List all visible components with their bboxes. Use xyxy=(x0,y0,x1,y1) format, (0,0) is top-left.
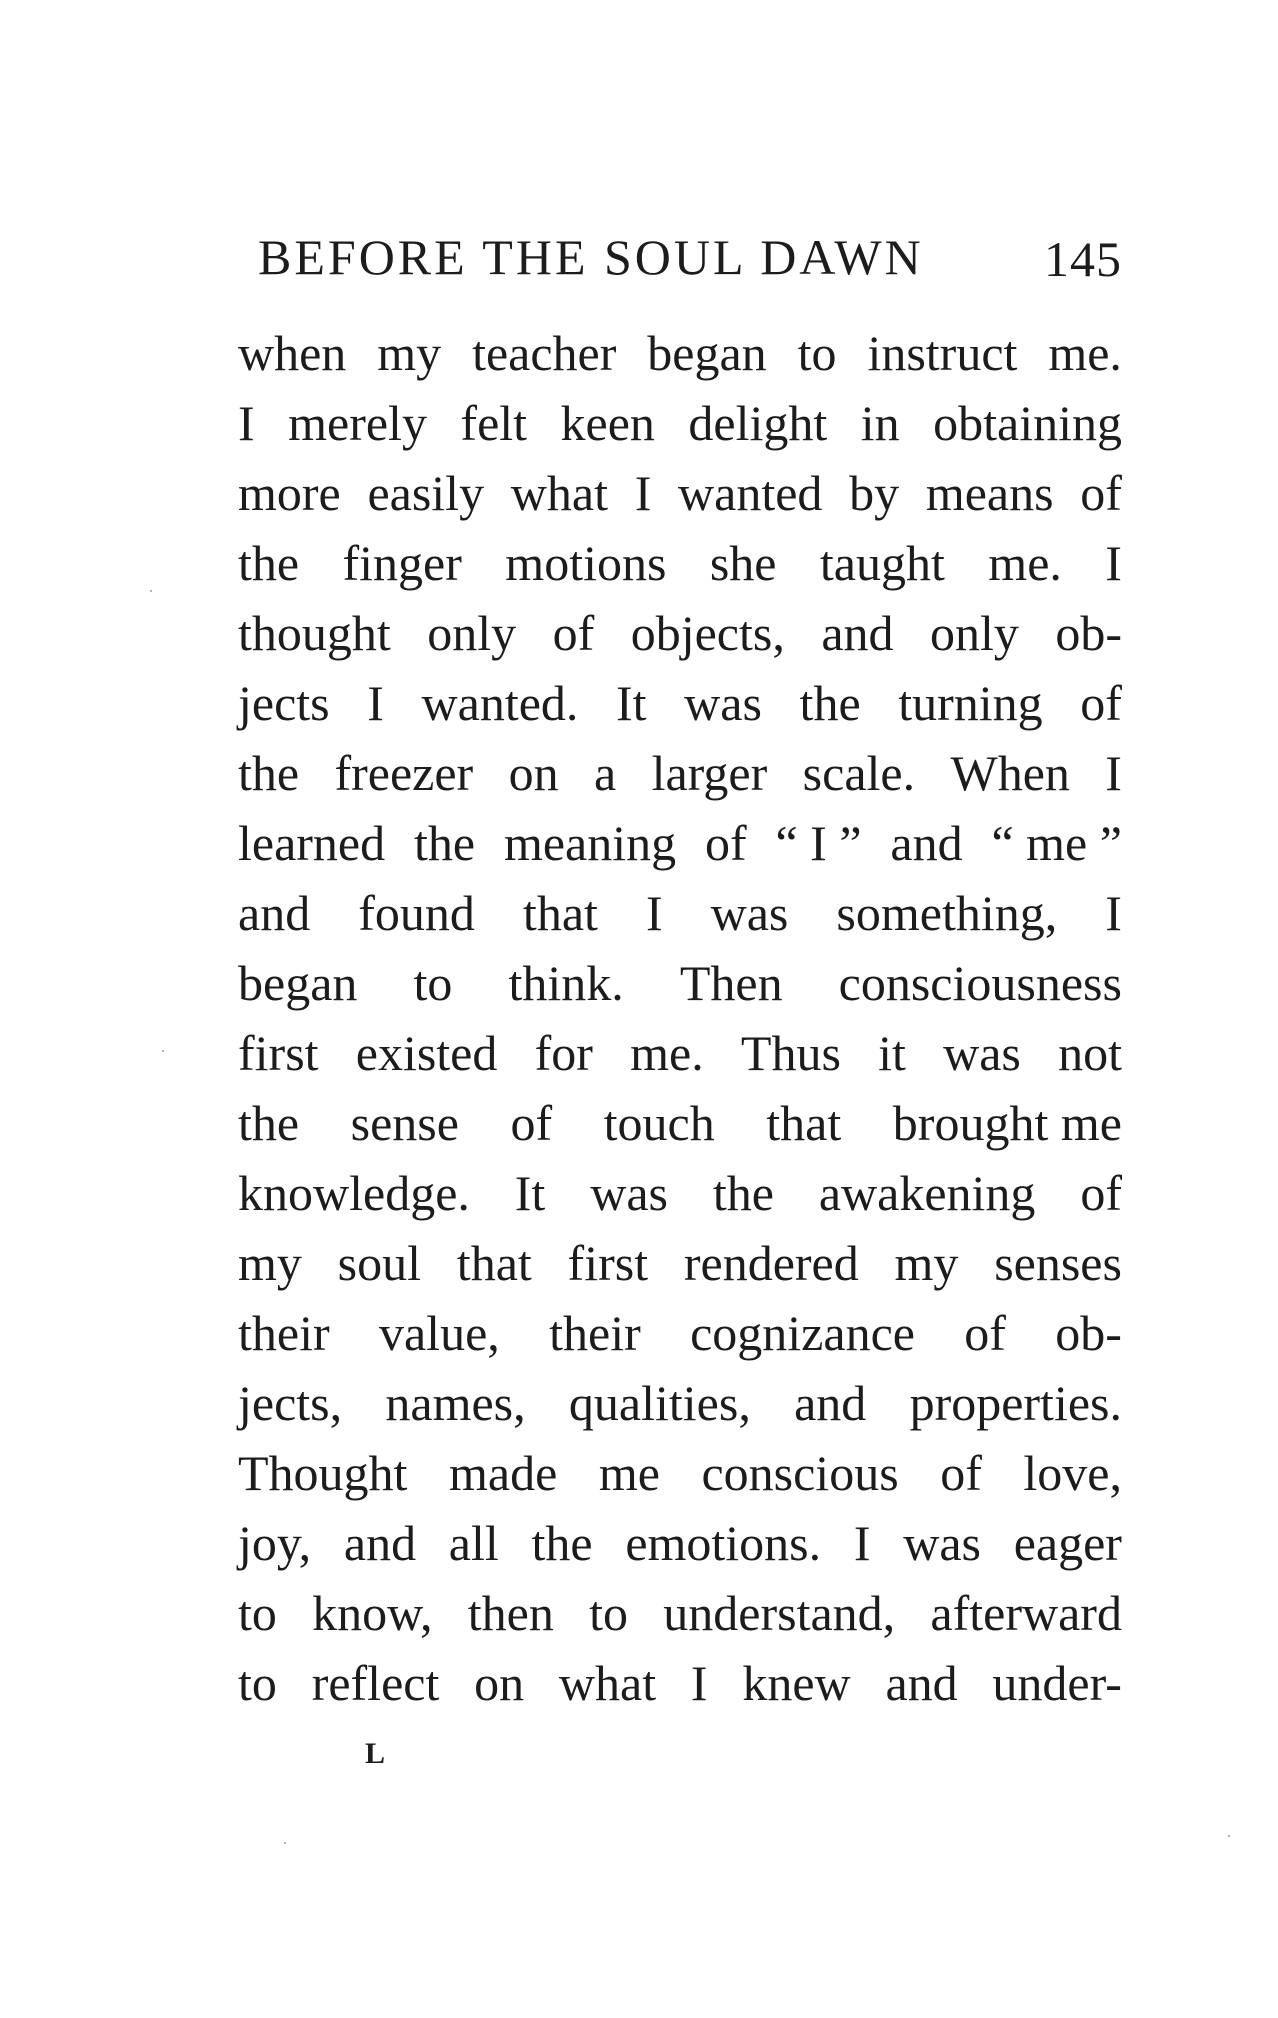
word: knowledge. xyxy=(238,1165,470,1221)
word: was xyxy=(590,1165,668,1221)
word: teacher xyxy=(472,325,617,381)
word: I xyxy=(690,1655,708,1711)
text-line xyxy=(238,1298,1122,1368)
word: conscious xyxy=(701,1445,899,1501)
word: began xyxy=(238,955,358,1011)
word: on xyxy=(474,1655,525,1711)
text-line xyxy=(238,808,1122,878)
word: and xyxy=(890,815,963,871)
word: I xyxy=(1105,535,1122,591)
word: made xyxy=(448,1445,558,1501)
paper-speck xyxy=(150,590,152,592)
word: senses xyxy=(994,1235,1122,1291)
word: their xyxy=(549,1305,641,1361)
word: only xyxy=(427,605,517,661)
word: I xyxy=(645,885,663,941)
word: of xyxy=(964,1305,1006,1361)
word: It xyxy=(616,675,647,731)
word: what xyxy=(510,465,608,521)
word: began xyxy=(647,325,767,381)
word: scale. xyxy=(802,745,916,801)
word: qualities, xyxy=(568,1375,751,1431)
word: value, xyxy=(378,1305,500,1361)
word: jects xyxy=(238,675,330,731)
word: cognizance xyxy=(690,1305,915,1361)
word: to xyxy=(589,1585,629,1641)
text-line xyxy=(238,528,1122,598)
word: of xyxy=(552,605,595,661)
word: felt xyxy=(460,395,528,451)
word: “ me ” xyxy=(991,815,1122,871)
word: it xyxy=(878,1025,906,1081)
word: me. xyxy=(1048,325,1122,381)
word: then xyxy=(467,1585,554,1641)
word: thought xyxy=(238,605,391,661)
word: my xyxy=(377,325,442,381)
word: consciousness xyxy=(838,955,1122,1011)
text-line xyxy=(238,878,1122,948)
word: wanted. xyxy=(421,675,579,731)
body-text xyxy=(238,318,1122,1718)
word: something, xyxy=(836,885,1058,941)
word: my xyxy=(238,1235,302,1291)
word: for xyxy=(534,1025,593,1081)
word: to xyxy=(797,325,837,381)
word: of xyxy=(1080,675,1122,731)
word: When xyxy=(950,745,1070,801)
word: awakening xyxy=(818,1165,1036,1221)
word: what xyxy=(558,1655,657,1711)
text-line xyxy=(238,1648,1122,1718)
text-line xyxy=(238,1158,1122,1228)
word: know, xyxy=(312,1585,433,1641)
word: understand, xyxy=(663,1585,896,1641)
word: of xyxy=(940,1445,982,1501)
text-line xyxy=(238,1088,1122,1158)
word: turning xyxy=(898,675,1043,731)
word: I xyxy=(853,1515,871,1571)
word: It xyxy=(514,1165,546,1221)
word: properties. xyxy=(909,1375,1122,1431)
word: finger xyxy=(342,535,462,591)
word: I xyxy=(1105,885,1122,941)
word: learned xyxy=(238,815,386,871)
word: me. xyxy=(988,535,1062,591)
word: the xyxy=(712,1165,774,1221)
word: under- xyxy=(992,1655,1122,1711)
word: I xyxy=(1105,745,1122,801)
word: larger xyxy=(651,745,768,801)
word: brought me xyxy=(892,1095,1122,1151)
word: the xyxy=(238,745,300,801)
word: to xyxy=(413,955,453,1011)
paper-speck xyxy=(284,1842,286,1844)
word: to xyxy=(238,1585,277,1641)
word: Thus xyxy=(740,1025,841,1081)
word: meaning xyxy=(503,815,677,871)
word: emotions. xyxy=(625,1515,822,1571)
word: and xyxy=(885,1655,958,1711)
word: more xyxy=(238,465,341,521)
word: Thought xyxy=(238,1445,408,1501)
word: a xyxy=(594,745,617,801)
word: first xyxy=(238,1025,319,1081)
text-line xyxy=(238,318,1122,388)
word: “ I ” xyxy=(775,815,862,871)
word: wanted xyxy=(678,465,823,521)
word: existed xyxy=(355,1025,498,1081)
running-title: BEFORE THE SOUL DAWN xyxy=(258,229,924,285)
word: merely xyxy=(288,395,427,451)
word: all xyxy=(448,1515,499,1571)
word: she xyxy=(709,535,777,591)
word: taught xyxy=(819,535,945,591)
word: by xyxy=(849,465,900,521)
word: me. xyxy=(630,1025,704,1081)
word: I xyxy=(367,675,384,731)
word: obtaining xyxy=(933,395,1122,451)
signature-mark: L xyxy=(365,1737,387,1770)
word: rendered xyxy=(683,1235,859,1291)
word: touch xyxy=(603,1095,715,1151)
word: that xyxy=(522,885,598,941)
word: joy, xyxy=(238,1515,312,1571)
word: think. xyxy=(508,955,624,1011)
word: knew xyxy=(742,1655,851,1711)
word: means xyxy=(925,465,1054,521)
word: when xyxy=(238,325,347,381)
word: and xyxy=(343,1515,417,1571)
word: in xyxy=(860,395,900,451)
word: not xyxy=(1058,1025,1122,1081)
text-line xyxy=(238,668,1122,738)
word: of xyxy=(1080,465,1122,521)
text-line xyxy=(238,388,1122,458)
text-line xyxy=(238,1438,1122,1508)
word: and xyxy=(794,1375,867,1431)
word: of xyxy=(704,815,747,871)
word: sense xyxy=(350,1095,459,1151)
word: objects, xyxy=(630,605,785,661)
text-line xyxy=(238,1018,1122,1088)
word: found xyxy=(358,885,475,941)
word: the xyxy=(799,675,861,731)
word: that xyxy=(766,1095,842,1151)
word: me xyxy=(598,1445,660,1501)
word: the xyxy=(531,1515,593,1571)
word: delight xyxy=(688,395,828,451)
word: was xyxy=(903,1515,981,1571)
word: reflect xyxy=(311,1655,440,1711)
word: was xyxy=(684,675,762,731)
running-head xyxy=(258,228,1122,298)
word: and xyxy=(821,605,894,661)
word: instruct xyxy=(867,325,1018,381)
paper-speck xyxy=(1228,1835,1230,1837)
word: of xyxy=(510,1095,553,1151)
text-line xyxy=(238,1578,1122,1648)
word: on xyxy=(508,745,559,801)
word: the xyxy=(238,1095,300,1151)
word: jects, xyxy=(238,1375,343,1431)
word: I xyxy=(238,395,255,451)
word: the xyxy=(238,535,300,591)
word: easily xyxy=(367,465,485,521)
word: keen xyxy=(560,395,655,451)
word: ob- xyxy=(1055,605,1122,661)
word: I xyxy=(634,465,652,521)
text-line xyxy=(238,598,1122,668)
word: love, xyxy=(1023,1445,1122,1501)
word: ob- xyxy=(1055,1305,1122,1361)
word: Then xyxy=(679,955,783,1011)
text-line xyxy=(238,1508,1122,1578)
word: and xyxy=(238,885,311,941)
word: was xyxy=(943,1025,1021,1081)
text-line xyxy=(238,1368,1122,1438)
word: motions xyxy=(505,535,667,591)
word: eager xyxy=(1013,1515,1122,1571)
word: the xyxy=(413,815,476,871)
text-line xyxy=(238,458,1122,528)
word: was xyxy=(710,885,789,941)
page-number: 145 xyxy=(1044,231,1122,287)
word: their xyxy=(238,1305,330,1361)
word: names, xyxy=(385,1375,526,1431)
text-line xyxy=(238,1228,1122,1298)
word: afterward xyxy=(930,1585,1122,1641)
word: of xyxy=(1080,1165,1122,1221)
word: first xyxy=(567,1235,649,1291)
word: only xyxy=(929,605,1019,661)
paper-speck xyxy=(162,1050,164,1052)
text-line xyxy=(238,948,1122,1018)
word: freezer xyxy=(334,745,474,801)
word: to xyxy=(238,1655,277,1711)
word: soul xyxy=(337,1235,422,1291)
text-line xyxy=(238,738,1122,808)
word: that xyxy=(456,1235,532,1291)
word: my xyxy=(894,1235,959,1291)
